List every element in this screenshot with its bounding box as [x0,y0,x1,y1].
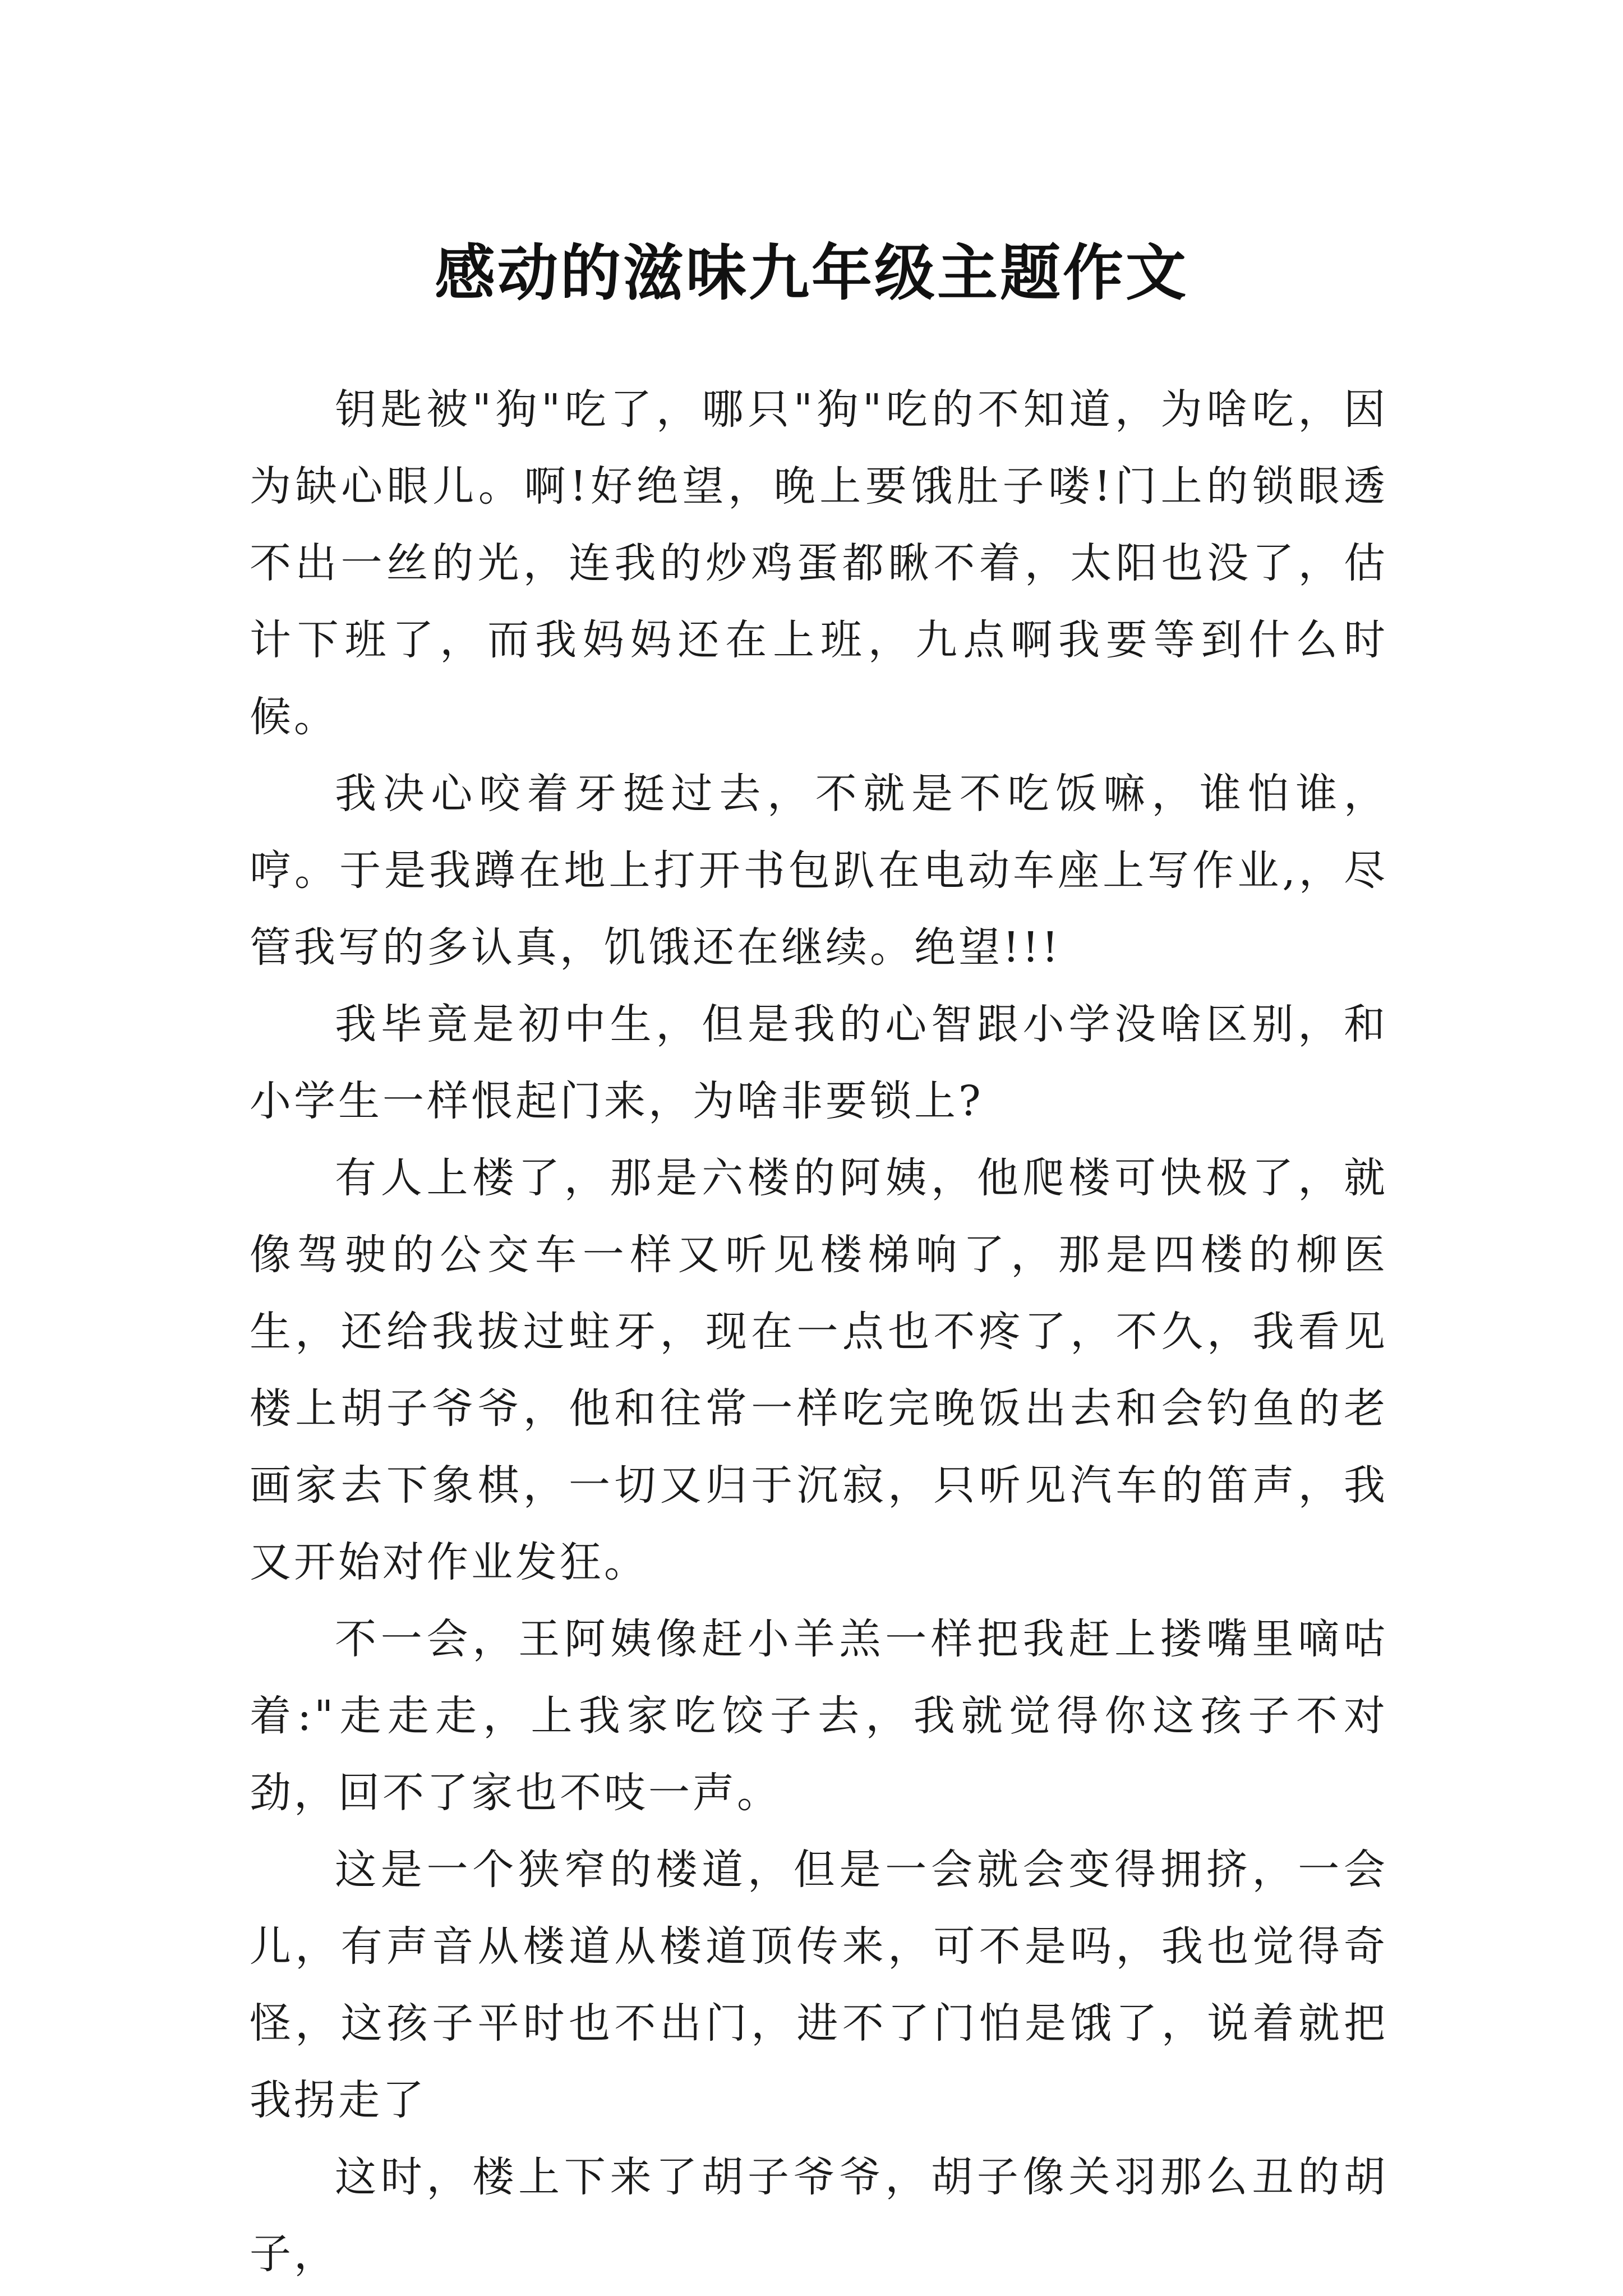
document-title: 感动的滋味九年级主题作文 [434,238,1188,309]
essay-body [250,371,1388,2293]
paragraph: 有人上楼了，那是六楼的阿姨，他爬楼可快极了，就像驾驶的公交车一样又听见楼梯响了，那是四楼的柳医生，还给我拔过蛀牙，现在一点也不疼了，不久，我看见楼上胡子爷爷，他和往常一样吃完晚饭出去和会钓鱼的老画家去下象棋，一切又归于沉寂，只听见汽车的笛声，我又开始对作业发狂。 [250,1154,1388,1586]
paragraph: 不一会，王阿姨像赶小羊羔一样把我赶上搂嘴里嘀咕着:"走走走，上我家吃饺子去，我就觉得你这孩子不对劲，回不了家也不吱一声。 [250,1615,1388,1817]
paragraph: 我决心咬着牙挺过去，不就是不吃饭嘛，谁怕谁，哼。于是我蹲在地上打开书包趴在电动车座上写作业,，尽管我写的多认真，饥饿还在继续。绝望!!! [250,770,1388,972]
paragraph: 钥匙被"狗"吃了，哪只"狗"吃的不知道，为啥吃，因为缺心眼儿。啊!好绝望，晚上要饿肚子喽!门上的锁眼透不出一丝的光，连我的炒鸡蛋都瞅不着，太阳也没了，估计下班了，而我妈妈还在上班，九点啊我要等到什么时候。 [250,385,1388,741]
paragraph: 这时，楼上下来了胡子爷爷，胡子像关羽那么丑的胡子， [250,2153,1388,2278]
paragraph: 这是一个狭窄的楼道，但是一会就会变得拥挤，一会儿，有声音从楼道从楼道顶传来，可不是吗，我也觉得奇怪，这孩子平时也不出门，进不了门怕是饿了，说着就把我拐走了 [250,1846,1388,2124]
paragraph: 我毕竟是初中生，但是我的心智跟小学没啥区别，和小学生一样恨起门来，为啥非要锁上? [250,1000,1388,1125]
